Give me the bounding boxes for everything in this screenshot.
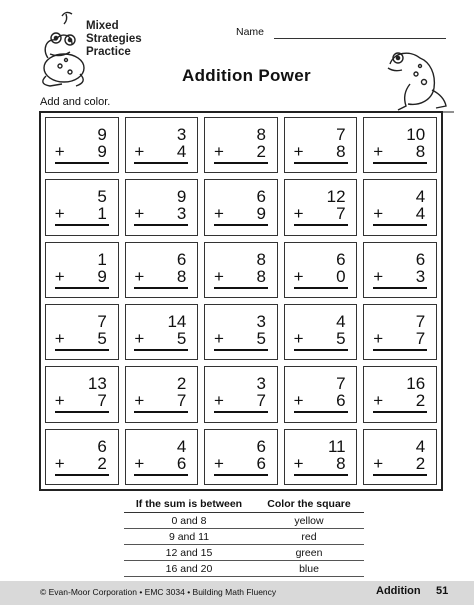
sum-line	[134, 349, 188, 351]
addend-bottom-row	[214, 330, 268, 348]
addend-bottom: 2	[415, 391, 426, 411]
addend-top: 7	[415, 312, 426, 332]
addition-problem	[373, 126, 427, 164]
addition-problem	[214, 251, 268, 289]
sum-line	[294, 474, 348, 476]
addend-bottom-row	[55, 268, 109, 286]
problem-square[interactable]	[45, 429, 119, 485]
problem-grid	[39, 111, 443, 491]
addend-top: 9	[97, 125, 107, 145]
addend-bottom-row	[214, 205, 268, 223]
sum-line	[294, 224, 348, 226]
addend-bottom-row	[294, 205, 348, 223]
color-key-range: 16 and 20	[124, 561, 254, 577]
plus-sign: +	[54, 329, 65, 349]
problem-square[interactable]	[363, 179, 437, 235]
plus-sign: +	[373, 204, 384, 224]
plus-sign: +	[373, 329, 384, 349]
addition-problem	[134, 188, 188, 226]
addition-problem	[214, 313, 268, 351]
problem-square[interactable]	[204, 366, 278, 422]
addend-bottom-row	[55, 330, 109, 348]
addend-bottom: 6	[256, 453, 266, 473]
sum-line	[134, 224, 188, 226]
sum-line	[55, 474, 109, 476]
addend-top: 9	[176, 187, 187, 207]
sum-line	[214, 411, 268, 413]
problem-square[interactable]	[45, 304, 119, 360]
problem-square[interactable]	[45, 366, 119, 422]
problem-grid-cells	[41, 113, 441, 489]
plus-sign: +	[54, 453, 65, 473]
addition-problem	[294, 126, 348, 164]
problem-square[interactable]	[284, 242, 358, 298]
plus-sign: +	[373, 391, 384, 411]
addend-bottom-row	[55, 392, 109, 410]
addend-bottom: 2	[256, 142, 266, 162]
plus-sign: +	[293, 142, 304, 162]
problem-square[interactable]	[363, 304, 437, 360]
addend-bottom: 6	[336, 391, 346, 411]
addend-top: 10	[406, 125, 426, 145]
addend-bottom: 7	[415, 329, 426, 349]
plus-sign: +	[213, 453, 224, 473]
color-key-color: blue	[254, 561, 364, 577]
addend-top: 6	[336, 249, 346, 269]
addend-bottom-row	[55, 143, 109, 161]
addend-bottom-row	[294, 330, 348, 348]
addend-top: 11	[327, 436, 346, 456]
addend-bottom: 8	[415, 142, 426, 162]
color-key-row	[124, 513, 364, 529]
addend-bottom-row	[373, 268, 427, 286]
addend-top: 6	[176, 249, 187, 269]
color-key-row	[124, 545, 364, 561]
problem-square[interactable]	[45, 242, 119, 298]
plus-sign: +	[213, 391, 224, 411]
plus-sign: +	[134, 329, 145, 349]
addend-top: 7	[336, 374, 346, 394]
problem-square[interactable]	[363, 429, 437, 485]
addend-bottom-row	[134, 143, 188, 161]
plus-sign: +	[134, 391, 145, 411]
addition-problem	[55, 126, 109, 164]
addition-problem	[55, 313, 109, 351]
addend-bottom: 7	[256, 391, 266, 411]
addend-bottom-row	[373, 455, 427, 473]
addend-top: 3	[256, 312, 266, 332]
addition-problem	[55, 375, 109, 413]
problem-square[interactable]	[204, 117, 278, 173]
addend-bottom-row	[55, 455, 109, 473]
problem-square[interactable]	[284, 304, 358, 360]
addend-bottom-row	[294, 392, 348, 410]
addition-problem	[134, 126, 188, 164]
plus-sign: +	[293, 391, 304, 411]
sum-line	[373, 474, 427, 476]
addend-bottom: 5	[256, 329, 266, 349]
sum-line	[373, 162, 427, 164]
color-key-row	[124, 561, 364, 577]
sum-line	[214, 224, 268, 226]
plus-sign: +	[293, 204, 304, 224]
addend-top: 4	[176, 436, 187, 456]
addend-top: 2	[176, 374, 187, 394]
problem-square[interactable]	[125, 179, 199, 235]
addend-bottom-row	[134, 330, 188, 348]
plus-sign: +	[54, 391, 65, 411]
color-key-color: green	[254, 545, 364, 561]
problem-square[interactable]	[284, 429, 358, 485]
addend-bottom: 7	[336, 204, 346, 224]
problem-square[interactable]	[363, 242, 437, 298]
sum-line	[294, 411, 348, 413]
addend-bottom-row	[373, 392, 427, 410]
sum-line	[373, 411, 427, 413]
addend-top: 14	[167, 312, 187, 332]
page-title: Addition Power	[182, 66, 311, 85]
addend-bottom-row	[134, 455, 188, 473]
addition-problem	[373, 251, 427, 289]
color-key-range: 0 and 8	[124, 513, 254, 529]
addend-bottom: 8	[336, 142, 346, 162]
sum-line	[214, 287, 268, 289]
problem-square[interactable]	[125, 366, 199, 422]
plus-sign: +	[213, 142, 224, 162]
sum-line	[373, 224, 427, 226]
addend-bottom-row	[294, 143, 348, 161]
color-key-table	[124, 498, 364, 577]
addition-problem	[373, 188, 427, 226]
addition-problem	[55, 188, 109, 226]
addend-bottom: 9	[256, 204, 266, 224]
problem-square[interactable]	[204, 429, 278, 485]
addend-top: 3	[176, 125, 187, 145]
addend-top: 8	[256, 125, 266, 145]
problem-square[interactable]	[204, 179, 278, 235]
sum-line	[214, 162, 268, 164]
color-key-color: yellow	[254, 513, 364, 529]
sum-line	[55, 349, 109, 351]
addition-problem	[134, 313, 188, 351]
color-key-color: red	[254, 529, 364, 545]
addend-bottom: 9	[97, 266, 107, 286]
addend-bottom: 5	[336, 329, 346, 349]
addend-bottom: 7	[176, 391, 187, 411]
sum-line	[55, 162, 109, 164]
plus-sign: +	[54, 204, 65, 224]
addend-top: 1	[97, 249, 107, 269]
plus-sign: +	[373, 453, 384, 473]
plus-sign: +	[134, 204, 145, 224]
addend-top: 3	[256, 374, 266, 394]
addend-bottom-row	[134, 205, 188, 223]
sum-line	[294, 349, 348, 351]
addend-top: 6	[256, 187, 266, 207]
plus-sign: +	[293, 329, 304, 349]
plus-sign: +	[213, 266, 224, 286]
sum-line	[294, 162, 348, 164]
addend-bottom: 3	[176, 204, 187, 224]
frog-illustration-right	[380, 44, 454, 114]
section-title: Mixed Strategies Practice	[86, 20, 142, 58]
page-number: 51	[436, 585, 449, 597]
addition-problem	[55, 438, 109, 476]
addition-problem	[373, 313, 427, 351]
sum-line	[55, 411, 109, 413]
addend-top: 7	[336, 125, 346, 145]
addend-bottom: 3	[415, 266, 426, 286]
plus-sign: +	[54, 142, 65, 162]
plus-sign: +	[213, 204, 224, 224]
plus-sign: +	[134, 266, 145, 286]
addend-bottom-row	[294, 455, 348, 473]
addition-problem	[134, 251, 188, 289]
addend-bottom: 4	[176, 142, 187, 162]
addition-problem	[373, 438, 427, 476]
color-key-header-range: If the sum is between	[124, 498, 254, 513]
addition-problem	[55, 251, 109, 289]
addition-problem	[134, 438, 188, 476]
sum-line	[214, 474, 268, 476]
problem-square[interactable]	[204, 304, 278, 360]
addend-bottom: 2	[415, 453, 426, 473]
color-key-header-color: Color the square	[254, 498, 364, 513]
problem-square[interactable]	[363, 366, 437, 422]
sum-line	[134, 162, 188, 164]
addend-top: 12	[326, 187, 346, 207]
addend-top: 6	[97, 436, 107, 456]
addend-bottom-row	[294, 268, 348, 286]
addend-bottom: 2	[97, 453, 107, 473]
problem-square[interactable]	[284, 117, 358, 173]
plus-sign: +	[213, 329, 224, 349]
addition-problem	[373, 375, 427, 413]
addition-problem	[214, 375, 268, 413]
addend-top: 6	[256, 436, 266, 456]
sum-line	[214, 349, 268, 351]
plus-sign: +	[54, 266, 65, 286]
color-key-range: 12 and 15	[124, 545, 254, 561]
problem-square[interactable]	[284, 366, 358, 422]
addend-bottom-row	[373, 330, 427, 348]
addend-top: 4	[415, 436, 426, 456]
sum-line	[55, 224, 109, 226]
sum-line	[134, 287, 188, 289]
addend-bottom: 5	[97, 329, 107, 349]
addend-bottom: 4	[415, 204, 426, 224]
addition-problem	[214, 438, 268, 476]
addend-bottom: 5	[176, 329, 187, 349]
plus-sign: +	[293, 453, 304, 473]
color-key-row	[124, 529, 364, 545]
name-write-line[interactable]	[274, 38, 446, 39]
addend-top: 4	[336, 312, 346, 332]
problem-square[interactable]	[125, 242, 199, 298]
addend-top: 8	[256, 249, 266, 269]
addend-bottom: 8	[256, 266, 266, 286]
plus-sign: +	[373, 266, 384, 286]
addition-problem	[294, 251, 348, 289]
addend-bottom-row	[134, 392, 188, 410]
addend-top: 5	[97, 187, 107, 207]
addend-bottom: 6	[176, 453, 187, 473]
sum-line	[373, 349, 427, 351]
addition-problem	[214, 188, 268, 226]
addition-problem	[294, 438, 348, 476]
problem-square[interactable]	[204, 242, 278, 298]
problem-square[interactable]	[125, 429, 199, 485]
addition-problem	[214, 126, 268, 164]
plus-sign: +	[293, 266, 304, 286]
addend-bottom-row	[373, 143, 427, 161]
instructions: Add and color.	[40, 96, 111, 108]
sum-line	[134, 474, 188, 476]
footer-bar	[0, 581, 474, 605]
sum-line	[55, 287, 109, 289]
addend-bottom: 9	[97, 142, 107, 162]
addition-problem	[294, 188, 348, 226]
addition-problem	[134, 375, 188, 413]
plus-sign: +	[134, 453, 145, 473]
problem-square[interactable]	[45, 179, 119, 235]
addition-problem	[294, 375, 348, 413]
addend-top: 6	[415, 249, 426, 269]
addition-problem	[294, 313, 348, 351]
sum-line	[134, 411, 188, 413]
plus-sign: +	[373, 142, 384, 162]
addend-bottom-row	[214, 143, 268, 161]
addend-bottom: 7	[97, 391, 107, 411]
problem-square[interactable]	[125, 117, 199, 173]
addend-bottom: 1	[97, 204, 107, 224]
addend-bottom-row	[373, 205, 427, 223]
footer-subject: Addition	[376, 585, 421, 597]
addend-bottom-row	[214, 392, 268, 410]
addend-bottom-row	[214, 455, 268, 473]
name-label: Name	[236, 26, 265, 38]
addend-top: 4	[415, 187, 426, 207]
addend-top: 7	[97, 312, 107, 332]
addend-top: 16	[406, 374, 426, 394]
problem-square[interactable]	[125, 304, 199, 360]
addend-top: 13	[87, 374, 107, 394]
problem-square[interactable]	[363, 117, 437, 173]
addend-bottom-row	[55, 205, 109, 223]
problem-square[interactable]	[45, 117, 119, 173]
addend-bottom: 0	[336, 266, 346, 286]
name-field[interactable]	[236, 26, 446, 40]
addend-bottom: 8	[336, 453, 346, 473]
addend-bottom-row	[214, 268, 268, 286]
sum-line	[373, 287, 427, 289]
plus-sign: +	[134, 142, 145, 162]
addend-bottom-row	[134, 268, 188, 286]
color-key-range: 9 and 11	[124, 529, 254, 545]
addend-bottom: 8	[176, 266, 187, 286]
footer-credit: © Evan-Moor Corporation • EMC 3034 • Building Math Fluency	[40, 587, 277, 597]
sum-line	[294, 287, 348, 289]
problem-square[interactable]	[284, 179, 358, 235]
